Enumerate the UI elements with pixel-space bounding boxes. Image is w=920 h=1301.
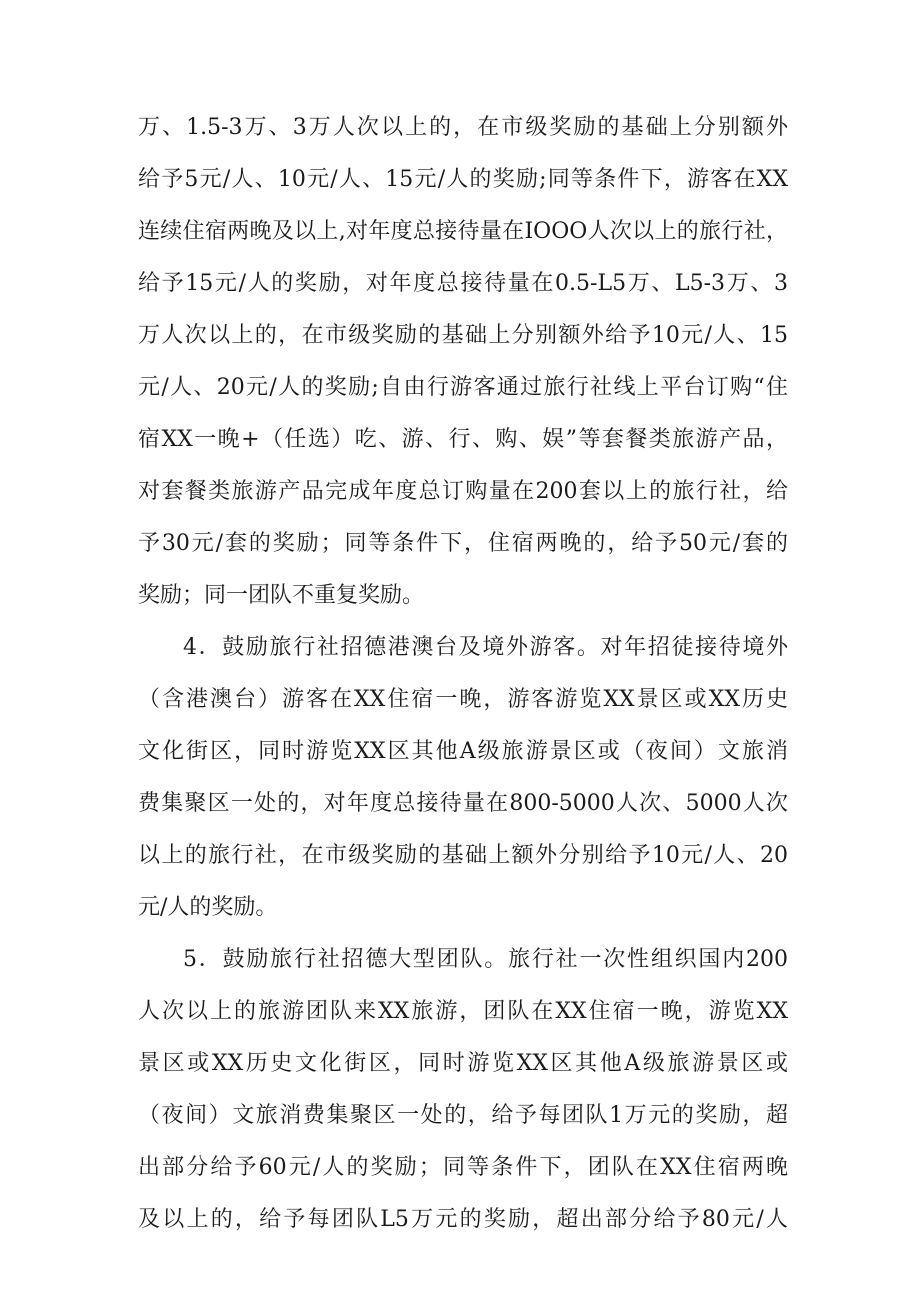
paragraph-5-heading-line: 5．鼓励旅行社招德大型团队。旅行社一次性组织国内200 <box>183 947 788 972</box>
text-line: 景区或XX历史文化街区，同时游览XX区其他A级旅游景区或 <box>138 1051 788 1076</box>
text-line: 文化街区，同时游览XX区其他A级旅游景区或（夜间）文旅消 <box>138 739 788 764</box>
text-line: 给予15元/人的奖励，对年度总接待量在0.5-L5万、L5-3万、3 <box>138 271 788 296</box>
paragraph-end-line: 元/人的奖励。 <box>138 895 278 920</box>
text-line: 予30元/套的奖励；同等条件下，住宿两晚的，给予50元/套的 <box>138 531 788 556</box>
text-line: 万、1.5-3万、3万人次以上的，在市级奖励的基础上分别额外 <box>138 115 788 140</box>
text-line: 费集聚区一处的，对年度总接待量在800-5000人次、5000人次 <box>138 791 788 816</box>
text-line: （含港澳台）游客在XX住宿一晚，游客游览XX景区或XX历史 <box>138 687 788 712</box>
text-line: 及以上的，给予每团队L5万元的奖励，超出部分给予80元/人 <box>138 1207 788 1232</box>
paragraph-4-heading-line: 4．鼓励旅行社招德港澳台及境外游客。对年招徒接待境外 <box>183 635 788 660</box>
text-line: 元/人、20元/人的奖励;自由行游客通过旅行社线上平台订购“住 <box>138 375 788 400</box>
text-line: （夜间）文旅消费集聚区一处的，给予每团队1万元的奖励，超 <box>138 1103 788 1128</box>
text-line: 连续住宿两晚及以上,对年度总接待量在IOOO人次以上的旅行社， <box>138 219 788 244</box>
text-line: 万人次以上的，在市级奖励的基础上分别额外给予10元/人、15 <box>138 323 788 348</box>
text-line: 宿XX一晚+（任选）吃、游、行、购、娱”等套餐类旅游产品， <box>138 427 788 452</box>
text-line: 出部分给予60元/人的奖励；同等条件下，团队在XX住宿两晚 <box>138 1155 788 1180</box>
paragraph-end-line: 奖励；同一团队不重复奖励。 <box>138 583 425 608</box>
text-line: 给予5元/人、10元/人、15元/人的奖励;同等条件下，游客在XX <box>138 167 788 192</box>
text-line: 以上的旅行社，在市级奖励的基础上额外分别给予10元/人、20 <box>138 843 788 868</box>
text-line: 人次以上的旅游团队来XX旅游，团队在XX住宿一晚，游览XX <box>138 999 788 1024</box>
text-line: 对套餐类旅游产品完成年度总订购量在200套以上的旅行社，给 <box>138 479 788 504</box>
